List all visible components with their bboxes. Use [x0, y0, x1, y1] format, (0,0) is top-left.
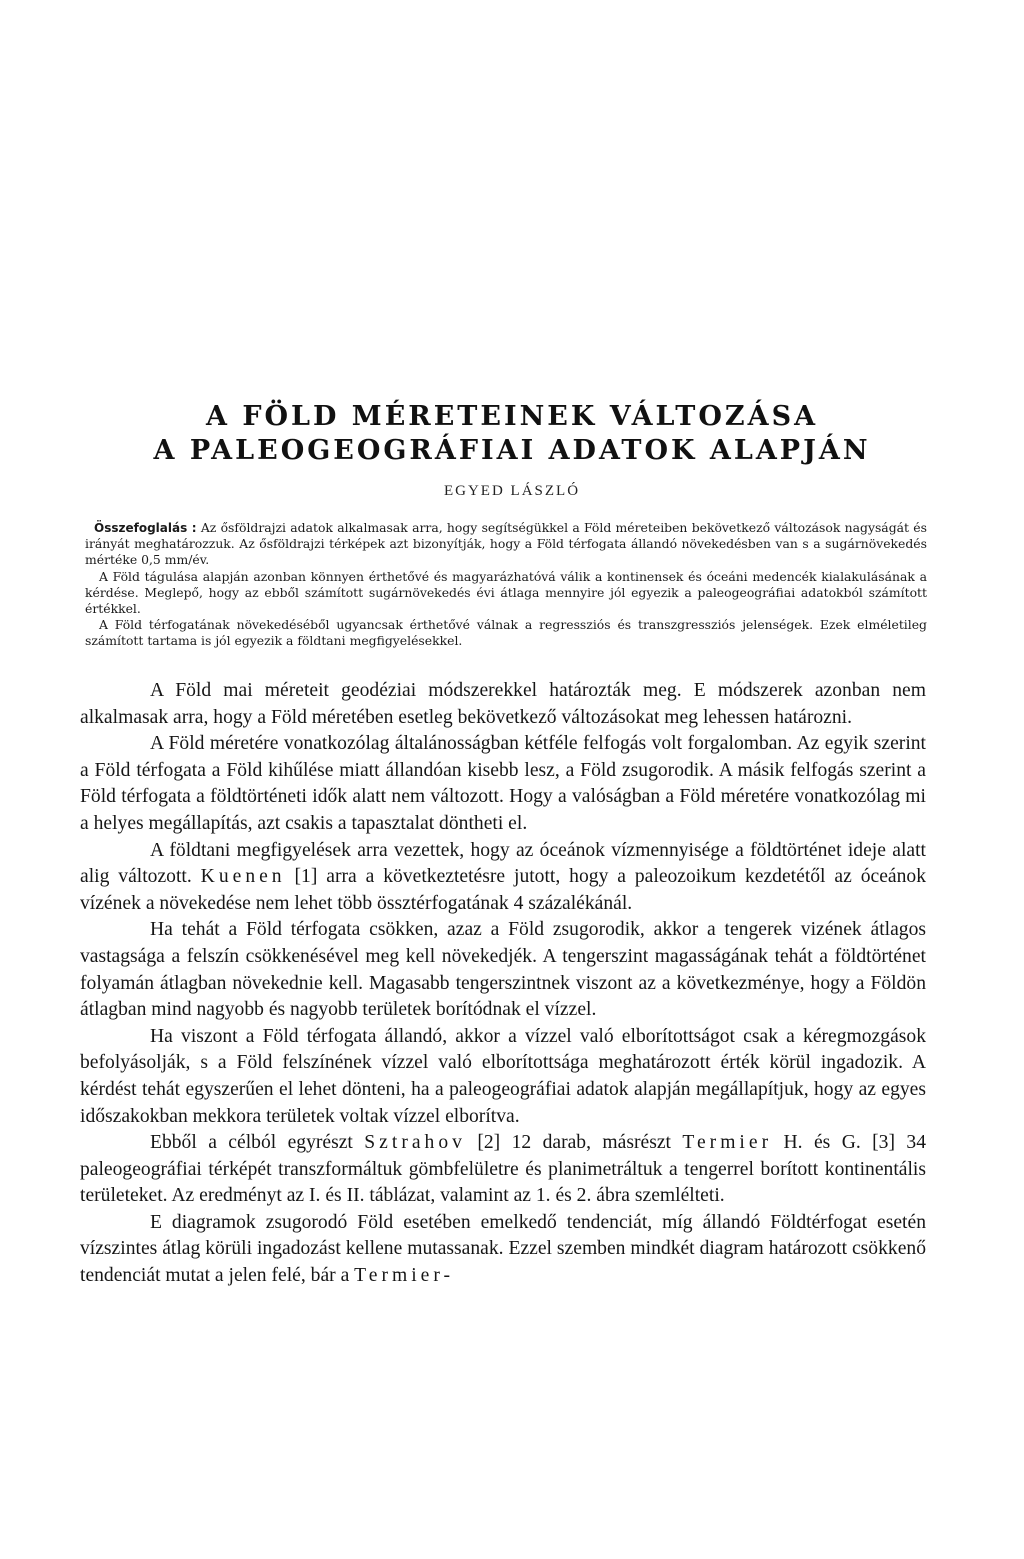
abstract-paragraph-1 — [85, 520, 927, 569]
body-paragraph-5: Ha viszont a Föld térfogata állandó, akkor a vízzel való elborítottságot csak a kéregmozgások befolyásolják, s a Föld felszínének vízzel való elborítottsága meghatározott érték körül ingadozik. A kérdést tehát egyszerűen el lehet dönteni, ha a paleogeográfiai adatok alapján megállapítjuk, hogy az egyes időszakokban mekkora területek voltak vízzel elborítva. — [80, 1025, 926, 1127]
body-paragraph-4: Ha tehát a Föld térfogata csökken, azaz a Föld zsugorodik, akkor a tengerek vizének átlagos vastagsága a felszín csökkenésével meg kell növekedjék. A tengerszint magasságának tehát a földtörténet folyamán átlagban növekednie kell. Magasabb tengerszintnek viszont az a következménye, hogy a Földön átlagban mind nagyobb és nagyobb területek borítódnak el vízzel. — [80, 919, 926, 1021]
body-paragraph-3 — [80, 838, 926, 918]
author-reference-termier-2: Termier- — [354, 1265, 455, 1287]
body-paragraph-2: A Föld méretére vonatkozólag általánosságban kétféle felfogás volt forgalomban. Az egyik szerint a Föld térfogata a Föld kihűlése miatt állandóan kisebb lesz, a Föld zsugorodik. A másik felfogás szerint a Föld térfogata a földtörténeti idők alatt nem változott. Hogy a valóságban a Föld méretére vonatkozólag mi a helyes megállapítás, azt csakis a tapasztalat döntheti el. — [80, 733, 926, 834]
abstract-text-1: Az ősföldrajzi adatok alkalmasak arra, hogy segítségükkel a Föld méreteiben bekövetkező változások nagyságát és irányát meghatározzuk. Az ősföldrajzi térképek azt bizonyítják, hogy a Föld térfogata állandó növekedésben van s a sugárnövekedés mértéke 0,5 mm/év. — [85, 520, 927, 568]
author-reference-termier: Termier — [682, 1132, 773, 1154]
title-line-1: A FÖLD MÉRETEINEK VÁLTOZÁSA — [205, 401, 819, 432]
abstract-paragraph-2: A Föld tágulása alapján azonban könnyen érthetővé és magyarázhatóvá válik a kontinensek és óceáni medencék kialakulásának a kérdése. Meglepő, hogy az ebből számított sugárnövekedés évi átlaga mennyire jól egyezik a paleogeográfiai adatokból számított értékkel. — [85, 568, 927, 617]
title-line-2: A PALEOGEOGRÁFIAI ADATOK ALAPJÁN — [153, 435, 871, 466]
body-p6-text-b: [2] 12 darab, másrészt — [465, 1132, 683, 1154]
body-p3-text-a: A földtani megfigyelések arra vezettek, hogy az óceánok vízmennyisége a földtörténet ideje alatt alig változott. — [80, 839, 926, 888]
body-p3-text-b: [1] arra a következtetésre jutott, hogy a paleozoikum kezdetétől az óceánok vízének a növekedése nem lehet több össztérfogatának 4 százalékánál. — [80, 866, 926, 914]
article-title — [0, 400, 1024, 468]
abstract-label: Összefoglalás : — [94, 521, 197, 535]
abstract — [85, 520, 927, 650]
body-text — [80, 678, 926, 1290]
body-paragraph-6 — [80, 1130, 926, 1210]
author-reference-sztrahov: Sztrahov — [364, 1132, 466, 1154]
body-paragraph-7 — [80, 1210, 926, 1290]
body-p6-text-c: H. és G. [3] 34 paleogeográfiai térképét transzformáltuk gömbfelületre és planimetráltuk a tengerrel borított kontinentális területeket. Az eredményt az I. és II. táblázat, valamint az 1. és 2. ábra szemlélteti. — [80, 1132, 926, 1207]
body-p6-text-a: Ebből a célból egyrészt — [150, 1132, 365, 1154]
body-p7-text-a: E diagramok zsugorodó Föld esetében emelkedő tendenciát, míg állandó Földtérfogat esetén vízszintes átlag körüli ingadozást kellene mutassanak. Ezzel szemben mindkét diagram határozott csökkenő tendenciát mutat a jelen felé, bár a — [80, 1211, 926, 1287]
author-reference-kuenen: Kuenen — [200, 866, 286, 888]
body-paragraph-1: A Föld mai méreteit geodéziai módszerekkel határozták meg. E módszerek azonban nem alkalmasak arra, hogy a Föld méretében esetleg bekövetkező változásokat meg lehessen határozni. — [80, 680, 926, 728]
author-name: EGYED LÁSZLÓ — [443, 483, 581, 499]
abstract-paragraph-3: A Föld térfogatának növekedéséből ugyancsak érthetővé válnak a regressziós és transzgressziós jelenségek. Ezek elméletileg számított tartama is jól egyezik a földtani megfigyelésekkel. — [85, 617, 927, 649]
